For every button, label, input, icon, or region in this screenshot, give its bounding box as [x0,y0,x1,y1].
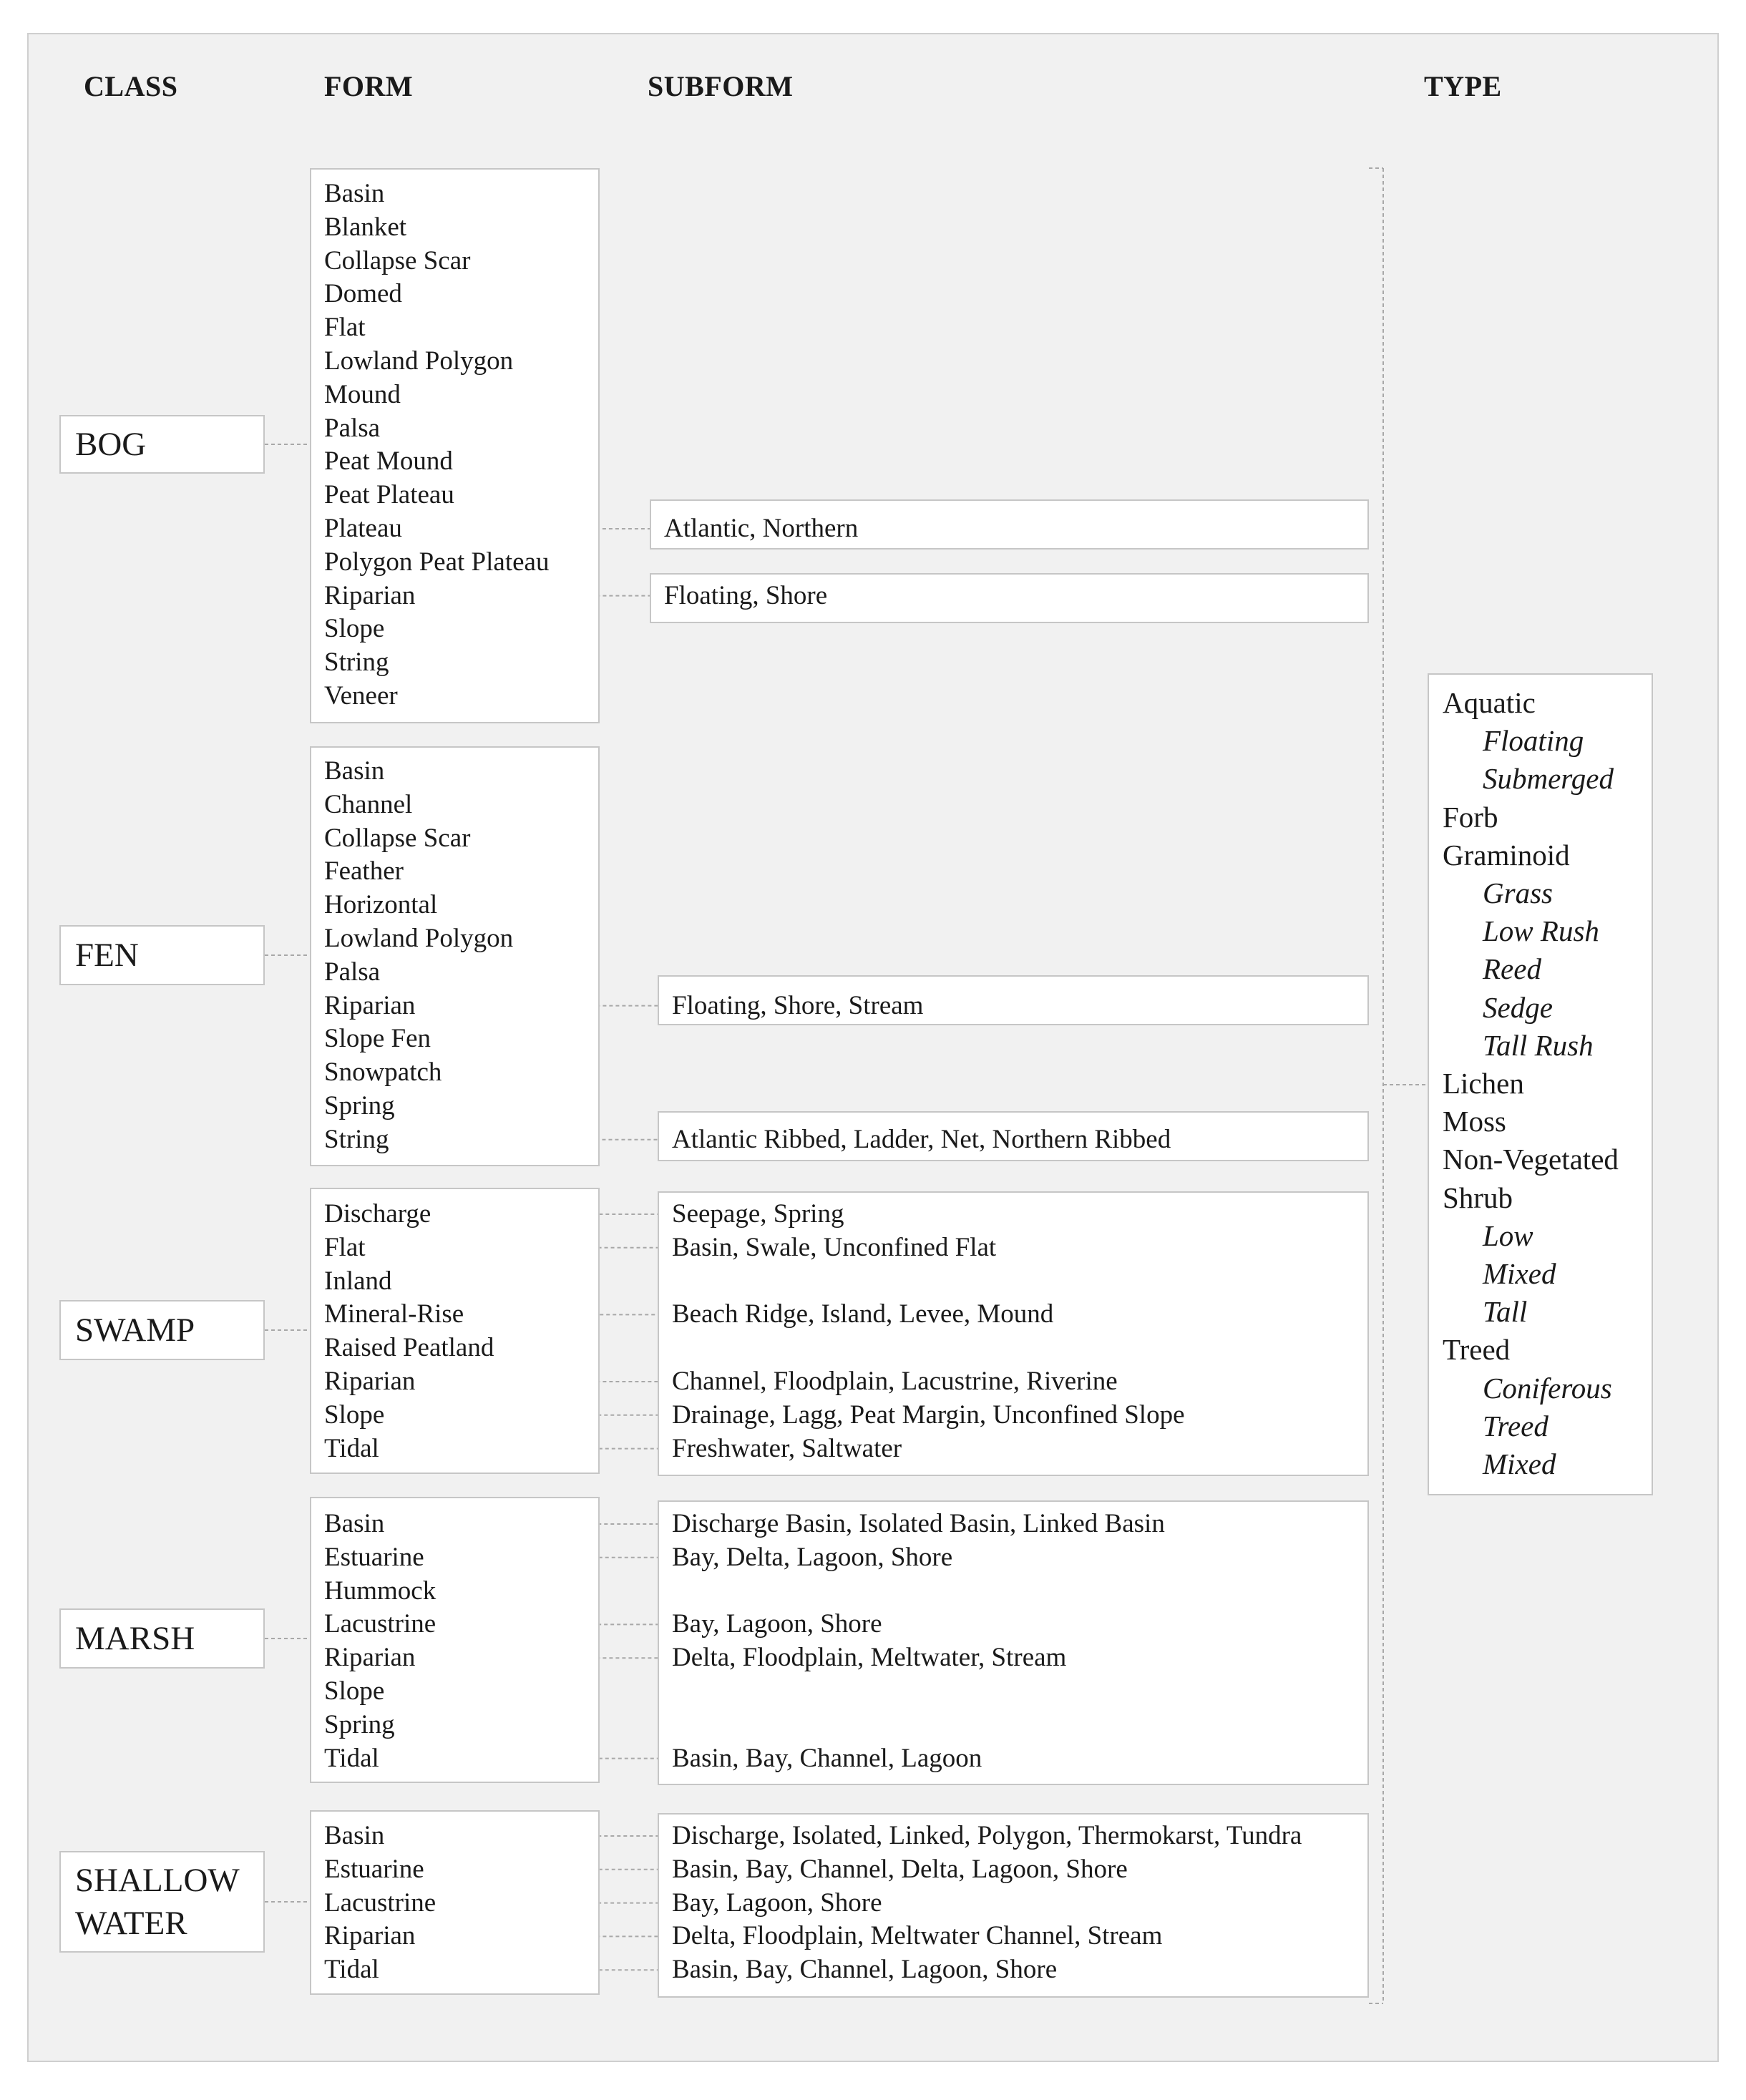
form-item: Plateau [324,514,402,543]
form-item: Horizontal [324,890,438,920]
subform-item: Seepage, Spring [672,1199,844,1229]
subtype-item: Reed [1483,952,1541,986]
class-label: SWAMP [75,1312,195,1349]
subtype-item: Submerged [1483,762,1614,796]
subform-item: Basin, Bay, Channel, Lagoon, Shore [672,1955,1058,1985]
form-item: Mound [324,379,401,409]
form-item: Palsa [324,413,381,443]
type-item: Lichen [1443,1067,1524,1100]
form-item: Slope [324,1400,385,1430]
subtype-item: Coniferous [1483,1371,1612,1405]
subform-item: Atlantic Ribbed, Ladder, Net, Northern Ribbed [672,1124,1171,1154]
class-label: SHALLOW [75,1862,240,1899]
form-item: Collapse Scar [324,245,471,275]
form-item: Riparian [324,1367,416,1396]
subform-item: Freshwater, Saltwater [672,1433,902,1463]
form-item: Lacustrine [324,1609,436,1639]
type-item: Aquatic [1443,686,1536,719]
subtype-item: Sedge [1483,990,1553,1024]
form-item: Lowland Polygon [324,924,514,953]
form-item: Basin [324,1509,385,1538]
subform-item: Bay, Delta, Lagoon, Shore [672,1542,953,1572]
form-item: Tidal [324,1433,379,1463]
form-item: Inland [324,1266,392,1296]
type-item: Moss [1443,1105,1506,1138]
form-item: Snowpatch [324,1058,442,1088]
form-item: Spring [324,1709,395,1739]
subform-item: Basin, Bay, Channel, Lagoon [672,1743,982,1773]
form-item: Riparian [324,1921,416,1951]
class-label: MARSH [75,1620,195,1657]
header-subform: SUBFORM [648,70,794,102]
form-item: Feather [324,856,404,887]
form-item: Raised Peatland [324,1333,494,1363]
form-item: Peat Plateau [324,480,454,510]
class-label: FEN [75,937,139,974]
subform-item: Discharge, Isolated, Linked, Polygon, Thermokarst, Tundra [672,1821,1302,1850]
subtype-item: Tall Rush [1483,1028,1594,1062]
form-item: Basin [324,1821,385,1850]
type-item: Non-Vegetated [1443,1143,1619,1176]
header-type: TYPE [1424,70,1502,102]
form-item: Spring [324,1091,395,1120]
subtype-item: Mixed [1483,1447,1556,1480]
subform-item: Basin, Bay, Channel, Delta, Lagoon, Shore [672,1854,1128,1884]
subtype-item: Floating [1483,724,1584,758]
form-item: String [324,1124,389,1154]
form-item: Riparian [324,1643,416,1673]
form-item: Hummock [324,1576,436,1606]
form-item: Palsa [324,957,381,987]
form-item: Collapse Scar [324,823,471,853]
type-item: Treed [1443,1333,1511,1367]
subtype-item: Tall [1483,1295,1528,1329]
form-item: Riparian [324,990,416,1020]
form-box [310,1497,600,1783]
form-item: Flat [324,313,366,343]
subtype-item: Low Rush [1483,914,1599,948]
form-item: Basin [324,756,385,786]
form-box [310,1188,600,1474]
form-item: Estuarine [324,1542,424,1572]
class-box [59,415,265,474]
subform-item: Basin, Swale, Unconfined Flat [672,1232,997,1262]
subform-item: Delta, Floodplain, Meltwater, Stream [672,1643,1067,1673]
header-form: FORM [324,70,414,102]
form-item: Slope [324,614,385,644]
form-item: Riparian [324,580,416,610]
form-item: Slope Fen [324,1024,431,1054]
form-item: Polygon Peat Plateau [324,547,550,577]
subtype-item: Grass [1483,876,1553,909]
class-label: BOG [75,426,147,463]
form-item: Flat [324,1232,366,1262]
subform-item: Channel, Floodplain, Lacustrine, Riverine [672,1367,1118,1396]
form-item: Discharge [324,1199,431,1229]
subform-item: Atlantic, Northern [664,514,859,543]
subform-item: Drainage, Lagg, Peat Margin, Unconfined Slope [672,1400,1185,1430]
class-box [59,1300,265,1360]
class-label: WATER [75,1905,187,1942]
form-item: Estuarine [324,1854,424,1884]
class-box [59,1851,265,1953]
form-item: Peat Mound [324,446,453,477]
type-item: Shrub [1443,1181,1513,1214]
form-item: String [324,648,389,678]
subform-item: Floating, Shore [664,580,828,610]
header-class: CLASS [84,70,178,102]
form-item: Lacustrine [324,1887,436,1918]
subform-item: Beach Ridge, Island, Levee, Mound [672,1299,1054,1329]
subtype-item: Mixed [1483,1257,1556,1290]
form-item: Mineral-Rise [324,1299,464,1329]
form-item: Tidal [324,1955,379,1985]
form-item: Lowland Polygon [324,346,514,376]
subform-item: Delta, Floodplain, Meltwater Channel, Stream [672,1921,1163,1951]
form-item: Channel [324,789,413,819]
class-box [59,925,265,985]
class-box [59,1608,265,1669]
form-item: Blanket [324,212,407,242]
subform-item: Floating, Shore, Stream [672,990,924,1020]
subform-item: Bay, Lagoon, Shore [672,1609,882,1639]
form-item: Tidal [324,1743,379,1773]
type-item: Graminoid [1443,838,1570,871]
form-item: Slope [324,1676,385,1706]
subform-item: Discharge Basin, Isolated Basin, Linked Basin [672,1509,1165,1538]
form-item: Domed [324,279,402,309]
form-item: Veneer [324,681,398,710]
type-item: Forb [1443,800,1498,834]
form-item: Basin [324,179,385,208]
subform-item: Bay, Lagoon, Shore [672,1887,882,1918]
subtype-item: Low [1483,1219,1533,1252]
subtype-item: Treed [1483,1409,1549,1442]
